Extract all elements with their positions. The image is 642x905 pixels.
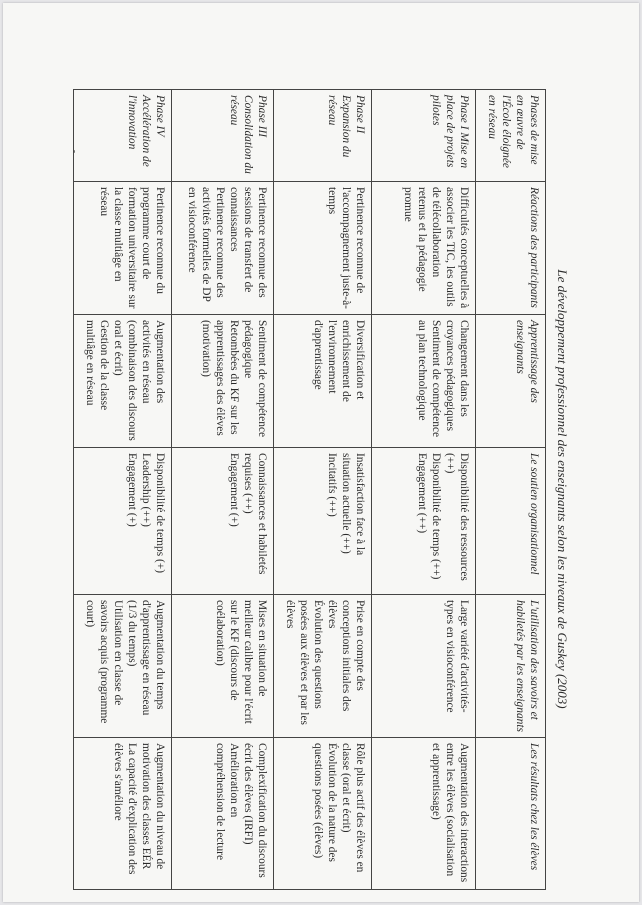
cell-line: Complexification du discours écrit des élèves (IRFI) xyxy=(242,743,268,878)
phase-cell: Phase III Consolidation du réseau xyxy=(172,90,274,182)
col-header-utilisation: L'utilisation des savoirs et habiletés par les enseignants xyxy=(476,595,546,738)
col-header-phases: Phases de mise en œuvre de l'École éloignée en réseau xyxy=(476,90,546,182)
cell-line: Disponibilité de temps (++) xyxy=(430,453,442,580)
cell-line: Prise en compte des conceptions initiales des élèves xyxy=(326,600,366,712)
table-cell xyxy=(172,595,274,738)
cell-line: Incitatifs (++) xyxy=(326,453,338,517)
table-cell xyxy=(74,182,172,315)
table-row xyxy=(172,90,274,890)
table-cell xyxy=(274,315,372,448)
cell-line: Diversification et enrichissement de l'environnement d'apprentissage xyxy=(312,320,366,402)
cell-line: Insatisfaction face à la situation actuelle (++) xyxy=(340,453,366,556)
cell-line: Mises en situation de meilleur calibre pour l'écrit sur le KF (discours de coélaboration) xyxy=(214,600,268,724)
header-row xyxy=(476,90,546,890)
table-cell xyxy=(74,595,172,738)
cell-line: Changement dans les croyances pédagogiques xyxy=(444,320,470,432)
table-cell xyxy=(274,595,372,738)
cell-line: Augmentation des activités en réseau (combinaison des discours oral et écrit) xyxy=(112,320,166,441)
cell-line: Pertinence reconnue du programme court de formation universitaire sur la classe multiâge en réseau xyxy=(98,187,166,309)
col-header-apprentissage: Apprentissage des enseignants xyxy=(476,315,546,448)
phase-cell: Phase I Mise en place de projets pilotes xyxy=(372,90,476,182)
table-cell xyxy=(372,738,476,890)
cell-line: Large variété d'activités-types en visioconférence xyxy=(444,600,470,713)
cell-line: Leadership (++) xyxy=(140,453,152,527)
cell-line: Utilisation en classe de savoirs acquis (programme court) xyxy=(84,600,124,724)
cell-line: La capacité d'explication des élèves s'améliore xyxy=(112,743,138,875)
cell-line: Connaissances et habiletés requises (++) xyxy=(242,453,268,575)
guskey-table xyxy=(73,89,546,890)
table-cell xyxy=(274,182,372,315)
table-cell xyxy=(274,448,372,595)
cell-line: Difficultés conceptuelles à associer les TIC, les outils de télécollaboration retenus et la pédagogie promue xyxy=(402,187,470,309)
table-cell xyxy=(372,182,476,315)
cell-line: Pertinence reconnue des activités formelles de DP en visioconférence xyxy=(186,187,226,302)
phase-cell: Phase II Expansion du réseau xyxy=(274,90,372,182)
col-header-soutien: Le soutien organisationnel xyxy=(476,448,546,595)
table-caption: Le développement professionnel des enseignants selon les niveaux de Guskey (2003) xyxy=(555,269,570,709)
cell-line: Engagement (+) xyxy=(126,453,138,527)
cell-line: Évolution des questions posées aux élèves et par les élèves xyxy=(284,600,324,725)
table-row xyxy=(274,90,372,890)
cell-line: Pertinence reconnue des sessions de transfert de connaissances xyxy=(228,187,268,298)
table-cell xyxy=(172,448,274,595)
cell-line: Rôle plus actif des élèves en classe (oral et écrit) xyxy=(340,743,366,873)
cell-line: Disponibilité des ressources (++) xyxy=(444,453,470,581)
cell-line: Amélioration en compréhension de lecture xyxy=(214,743,240,861)
table-cell xyxy=(74,738,172,890)
table-row xyxy=(74,90,172,890)
table-cell xyxy=(172,182,274,315)
cell-line: Disponibilité de temps (+) xyxy=(154,453,166,573)
cell-line: Engagement (+) xyxy=(228,453,240,527)
table-cell xyxy=(172,738,274,890)
cell-line: Sentiment de compétence pédagogique xyxy=(242,320,268,438)
cell-line: Engagement (++) xyxy=(416,453,428,534)
cell-line: Augmentation du niveau de motivation des classes EÉR xyxy=(140,743,166,870)
col-header-reactions: Réactions des participants xyxy=(476,182,546,315)
table-cell xyxy=(274,738,372,890)
cell-line: Gestion de la classe multiâge en réseau xyxy=(84,320,110,411)
table-cell xyxy=(372,315,476,448)
table-cell xyxy=(372,448,476,595)
cell-line: Évolution de la nature des questions posées (élèves) xyxy=(312,743,338,862)
table-row xyxy=(372,90,476,890)
scanned-page xyxy=(3,3,639,902)
table-cell xyxy=(74,315,172,448)
table-cell xyxy=(172,315,274,448)
cell-line: Retombées du KF sur les apprentissages des élèves (motivation) xyxy=(200,320,240,436)
cell-line: Sentiment de compétence au plan technologique xyxy=(416,320,442,438)
cell-line: Augmentation des interactions entre les élèves (socialisation et apprentissage) xyxy=(430,743,470,883)
table-cell xyxy=(74,448,172,595)
col-header-resultats: Les résultats chez les élèves xyxy=(476,738,546,890)
cell-line: Augmentation du temps d'apprentissage en réseau (1/3 du temps) xyxy=(126,600,166,716)
cell-line: Pertinence reconnue de l'accompagnement juste-à-temps xyxy=(326,187,366,309)
table-cell xyxy=(372,595,476,738)
rotated-content xyxy=(74,89,578,889)
phase-cell: Phase IV Accélération de l'innovation xyxy=(74,90,172,182)
